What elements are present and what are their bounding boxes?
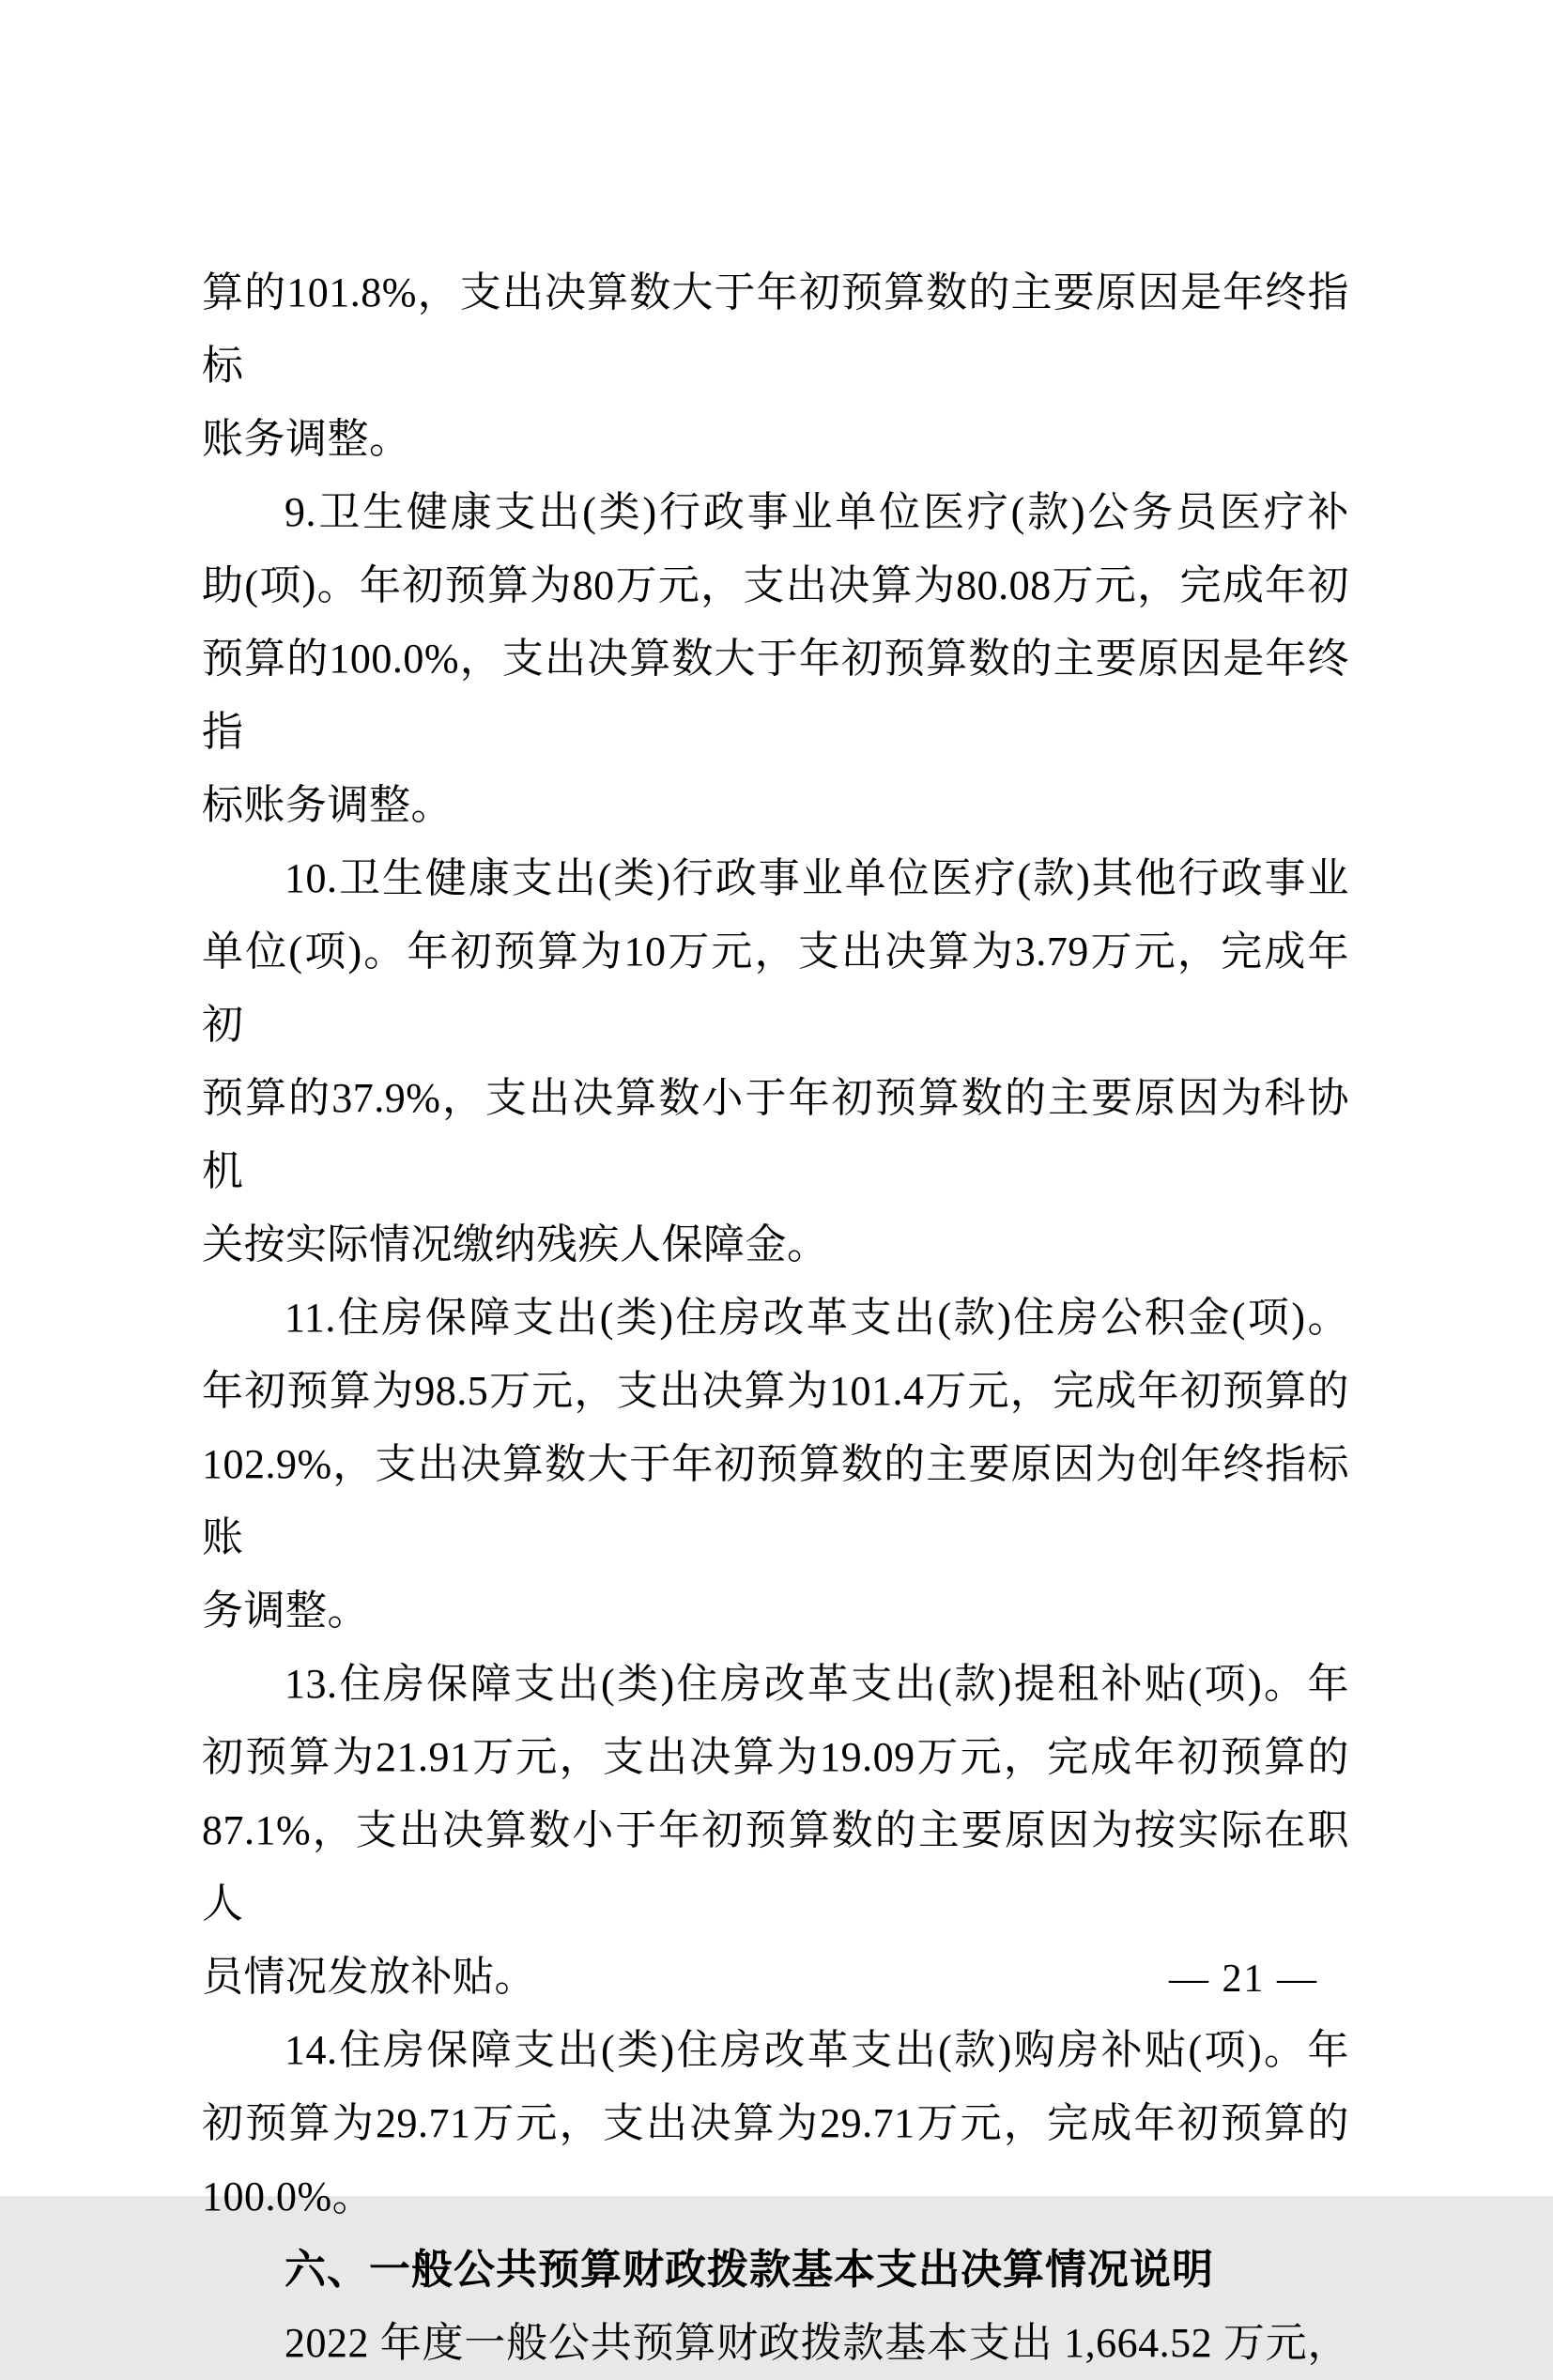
text-line: 87.1%，支出决算数小于年初预算数的主要原因为按实际在职人 xyxy=(202,1807,1349,1927)
text-line: 务调整。 xyxy=(202,1588,369,1634)
text-line: 100.0%。 xyxy=(202,2173,375,2219)
text-line: 10.卫生健康支出(类)行政事业单位医疗(款)其他行政事业 xyxy=(284,855,1349,901)
section-heading: 六、一般公共预算财政拨款基本支出决算情况说明 xyxy=(284,2247,1214,2293)
text-line: 员情况发放补贴。 xyxy=(202,1954,536,2000)
text-line: 预算的100.0%，支出决算数大于年初预算数的主要原因是年终指 xyxy=(202,636,1349,755)
text-line: 关按实际情况缴纳残疾人保障金。 xyxy=(202,1221,829,1267)
text-line: 年初预算为98.5万元，支出决算为101.4万元，完成年初预算的 xyxy=(202,1368,1349,1414)
text-line: 102.9%，支出决算数大于年初预算数的主要原因为创年终指标账 xyxy=(202,1441,1349,1560)
text-line: 14.住房保障支出(类)住房改革支出(款)购房补贴(项)。年 xyxy=(284,2027,1349,2073)
text-line: 预算的37.9%，支出决算数小于年初预算数的主要原因为科协机 xyxy=(202,1075,1349,1194)
text-line: 助(项)。年初预算为80万元，支出决算为80.08万元，完成年初 xyxy=(202,562,1349,608)
text-line: 单位(项)。年初预算为10万元，支出决算为3.79万元，完成年初 xyxy=(202,929,1349,1048)
text-line: 9.卫生健康支出(类)行政事业单位医疗(款)公务员医疗补 xyxy=(284,489,1349,535)
text-line: 2022 年度一般公共预算财政拨款基本支出 1,664.52 万元， xyxy=(284,2320,1349,2366)
text-line: 11.住房保障支出(类)住房改革支出(款)住房公积金(项)。 xyxy=(284,1295,1349,1341)
text-line: 标账务调整。 xyxy=(202,782,453,828)
text-line: 13.住房保障支出(类)住房改革支出(款)提租补贴(项)。年 xyxy=(284,1661,1349,1707)
document-body xyxy=(202,256,1349,2380)
text-line: 初预算为21.91万元，支出决算为19.09万元，完成年初预算的 xyxy=(202,1734,1349,1780)
text-line: 初预算为29.71万元，支出决算为29.71万元，完成年初预算的 xyxy=(202,2100,1349,2146)
text-line: 算的101.8%，支出决算数大于年初预算数的主要原因是年终指标 xyxy=(202,269,1349,389)
page-number: — 21 — xyxy=(1169,1958,1318,2001)
text-line: 账务调整。 xyxy=(202,416,411,462)
